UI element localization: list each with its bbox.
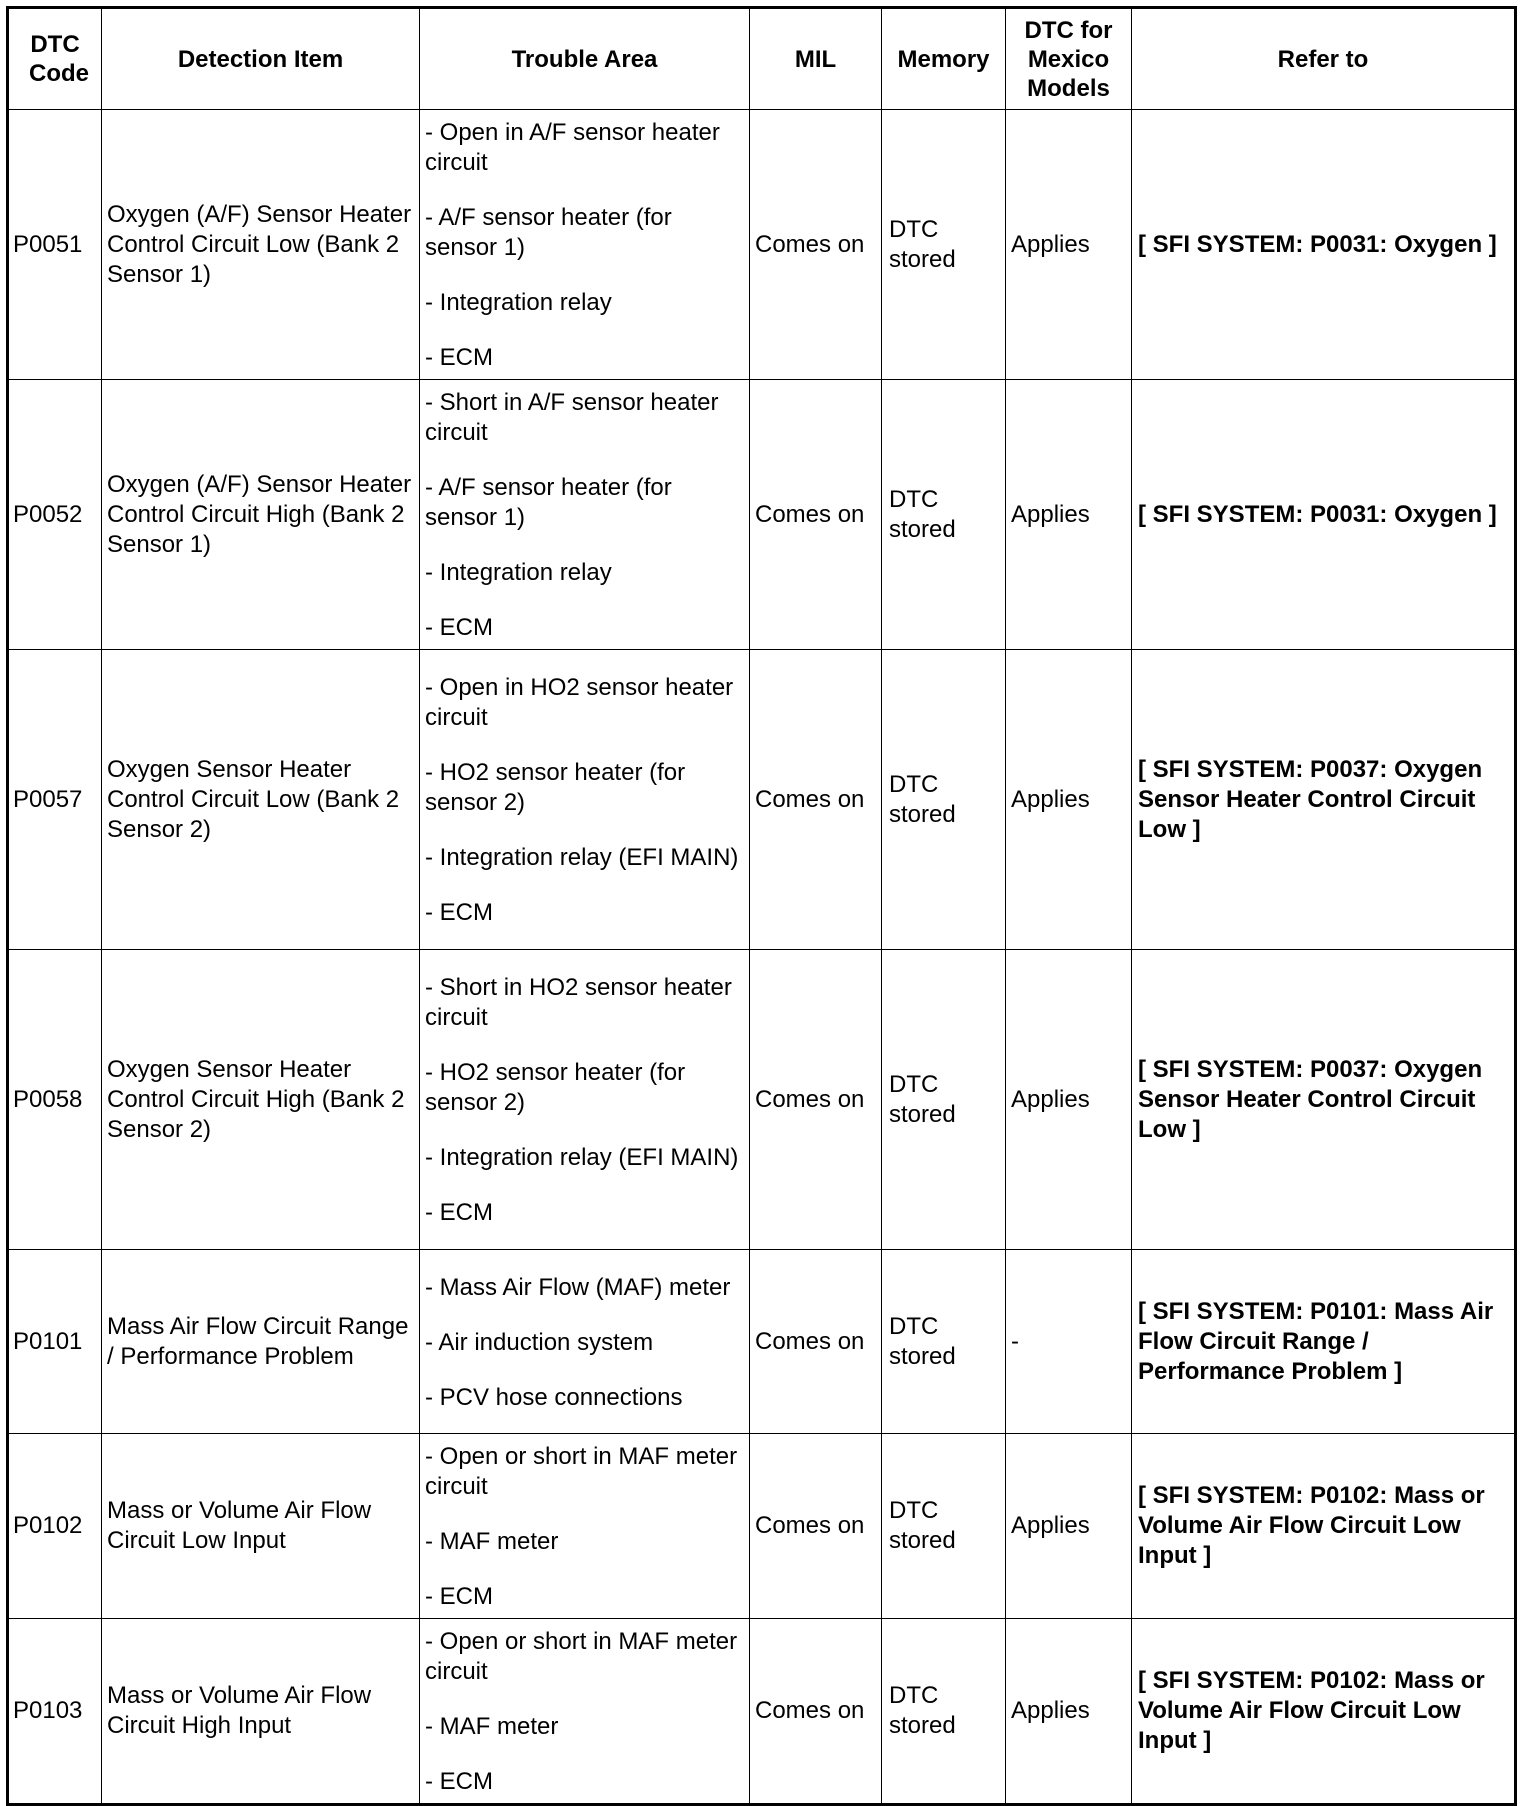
header-row <box>8 8 1516 110</box>
table-row <box>8 110 1516 380</box>
trouble-area-cell <box>420 1619 750 1805</box>
mexico-models-cell: Applies <box>1006 1619 1132 1805</box>
trouble-area-cell <box>420 950 750 1250</box>
table-row <box>8 1250 1516 1434</box>
dtc-code-cell: P0057 <box>8 650 102 950</box>
dtc-code-cell: P0102 <box>8 1434 102 1619</box>
trouble-area-item: - PCV hose connections <box>425 1383 683 1411</box>
mil-cell: Comes on <box>750 1619 882 1805</box>
dtc-code-cell: P0103 <box>8 1619 102 1805</box>
header-trouble-area: Trouble Area <box>420 8 750 110</box>
refer-to-cell: [ SFI SYSTEM: P0037: Oxygen Sensor Heater Control Circuit Low ] <box>1132 950 1516 1250</box>
mexico-models-cell: Applies <box>1006 650 1132 950</box>
refer-to-cell: [ SFI SYSTEM: P0031: Oxygen ] <box>1132 380 1516 650</box>
mil-cell: Comes on <box>750 950 882 1250</box>
mexico-models-cell: Applies <box>1006 380 1132 650</box>
memory-cell: DTC stored <box>882 1434 1006 1619</box>
trouble-area-item: - A/F sensor heater (for sensor 1) <box>425 474 672 531</box>
trouble-area-item: - Short in A/F sensor heater circuit <box>425 389 719 446</box>
mil-cell: Comes on <box>750 380 882 650</box>
detection-item-cell: Oxygen Sensor Heater Control Circuit High (Bank 2 Sensor 2) <box>102 950 420 1250</box>
trouble-area-item: - ECM <box>425 614 493 641</box>
trouble-area-item: - MAF meter <box>425 1713 559 1740</box>
table-row <box>8 650 1516 950</box>
dtc-code-cell: P0101 <box>8 1250 102 1434</box>
mil-cell: Comes on <box>750 110 882 380</box>
detection-item-cell: Mass or Volume Air Flow Circuit Low Input <box>102 1434 420 1619</box>
header-mexico-models: DTC for Mexico Models <box>1006 8 1132 110</box>
memory-cell: DTC stored <box>882 380 1006 650</box>
trouble-area-item: - Open or short in MAF meter circuit <box>425 1628 738 1685</box>
trouble-area-item: - A/F sensor heater (for sensor 1) <box>425 204 672 261</box>
detection-item-cell: Oxygen (A/F) Sensor Heater Control Circuit Low (Bank 2 Sensor 1) <box>102 110 420 380</box>
table-row <box>8 950 1516 1250</box>
trouble-area-item: - Integration relay (EFI MAIN) <box>425 844 739 871</box>
trouble-area-item: - ECM <box>425 1583 493 1610</box>
table-body <box>8 110 1516 1805</box>
trouble-area-item: - Integration relay (EFI MAIN) <box>425 1144 739 1171</box>
header-refer-to: Refer to <box>1132 8 1516 110</box>
dtc-code-cell: P0051 <box>8 110 102 380</box>
memory-cell: DTC stored <box>882 1619 1006 1805</box>
table-row <box>8 1434 1516 1619</box>
detection-item-cell: Oxygen (A/F) Sensor Heater Control Circuit High (Bank 2 Sensor 1) <box>102 380 420 650</box>
trouble-area-cell <box>420 110 750 380</box>
dtc-code-cell: P0052 <box>8 380 102 650</box>
trouble-area-item: - Air induction system <box>425 1328 654 1356</box>
header-mil: MIL <box>750 8 882 110</box>
trouble-area-item: - Integration relay <box>425 289 612 316</box>
memory-cell: DTC stored <box>882 950 1006 1250</box>
mexico-models-cell: Applies <box>1006 1434 1132 1619</box>
trouble-area-item: - ECM <box>425 344 493 371</box>
header-dtc-code: DTC Code <box>8 8 102 110</box>
detection-item-cell: Mass Air Flow Circuit Range / Performance Problem <box>102 1250 420 1434</box>
mexico-models-cell: Applies <box>1006 110 1132 380</box>
trouble-area-item: - ECM <box>425 1768 493 1795</box>
refer-to-cell: [ SFI SYSTEM: P0031: Oxygen ] <box>1132 110 1516 380</box>
header-memory: Memory <box>882 8 1006 110</box>
dtc-code-cell: P0058 <box>8 950 102 1250</box>
trouble-area-item: - Mass Air Flow (MAF) meter <box>425 1273 731 1301</box>
trouble-area-item: - ECM <box>425 1199 493 1226</box>
table-row <box>8 1619 1516 1805</box>
refer-to-cell: [ SFI SYSTEM: P0102: Mass or Volume Air Flow Circuit Low Input ] <box>1132 1619 1516 1805</box>
trouble-area-item: - Integration relay <box>425 559 612 586</box>
mexico-models-cell: Applies <box>1006 950 1132 1250</box>
trouble-area-item: - Open or short in MAF meter circuit <box>425 1443 738 1500</box>
trouble-area-item: - Short in HO2 sensor heater circuit <box>425 974 732 1031</box>
memory-cell: DTC stored <box>882 650 1006 950</box>
trouble-area-item: - HO2 sensor heater (for sensor 2) <box>425 1059 686 1116</box>
table-row <box>8 380 1516 650</box>
detection-item-cell: Oxygen Sensor Heater Control Circuit Low (Bank 2 Sensor 2) <box>102 650 420 950</box>
memory-cell: DTC stored <box>882 1250 1006 1434</box>
detection-item-cell: Mass or Volume Air Flow Circuit High Input <box>102 1619 420 1805</box>
trouble-area-item: - ECM <box>425 899 493 926</box>
header-detection-item: Detection Item <box>102 8 420 110</box>
refer-to-cell: [ SFI SYSTEM: P0101: Mass Air Flow Circuit Range / Performance Problem ] <box>1132 1250 1516 1434</box>
mil-cell: Comes on <box>750 1250 882 1434</box>
trouble-area-item: - MAF meter <box>425 1528 559 1555</box>
dtc-table <box>6 6 1517 1806</box>
trouble-area-cell <box>420 1434 750 1619</box>
mil-cell: Comes on <box>750 650 882 950</box>
refer-to-cell: [ SFI SYSTEM: P0037: Oxygen Sensor Heater Control Circuit Low ] <box>1132 650 1516 950</box>
table-header <box>8 8 1516 110</box>
trouble-area-item: - Open in A/F sensor heater circuit <box>425 119 720 176</box>
memory-cell: DTC stored <box>882 110 1006 380</box>
trouble-area-cell <box>420 380 750 650</box>
mil-cell: Comes on <box>750 1434 882 1619</box>
refer-to-cell: [ SFI SYSTEM: P0102: Mass or Volume Air Flow Circuit Low Input ] <box>1132 1434 1516 1619</box>
trouble-area-item: - HO2 sensor heater (for sensor 2) <box>425 759 686 816</box>
trouble-area-cell <box>420 1250 750 1434</box>
trouble-area-cell <box>420 650 750 950</box>
trouble-area-item: - Open in HO2 sensor heater circuit <box>425 674 734 731</box>
mexico-models-cell: - <box>1006 1250 1132 1434</box>
